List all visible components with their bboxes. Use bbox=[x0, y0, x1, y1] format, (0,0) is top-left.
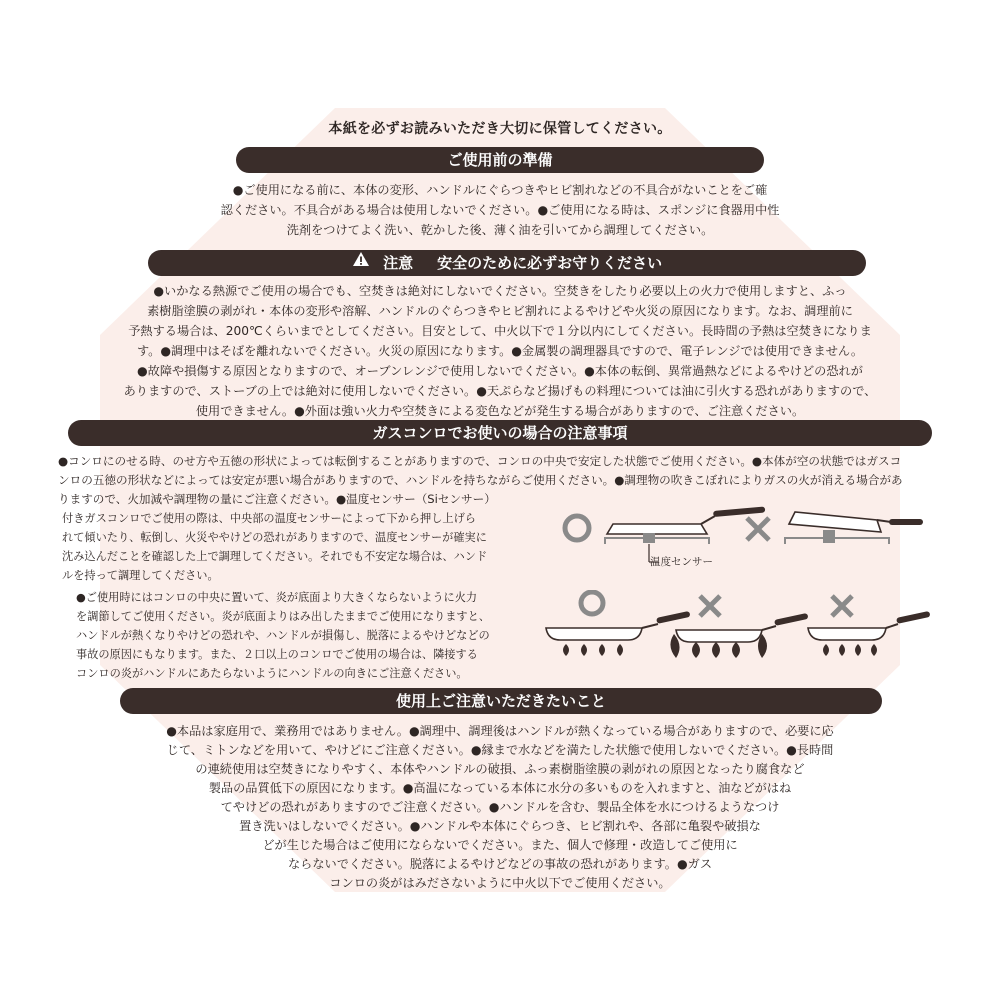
pan-small-flame-icon bbox=[546, 611, 691, 656]
caution-line: 予熱する場合は、200℃くらいまでとしてください。目安として、中火以下で１分以内にしてください。長時間の予熱は空焚きになりま bbox=[128, 324, 872, 338]
caution-line: ありますので、ストーブの上では絶対に使用しないでください。●天ぷらなど揚げもの料理については油に引火する恐れがありますので、 bbox=[123, 384, 877, 398]
section-heading-prep bbox=[236, 147, 764, 173]
ng-cross-icon bbox=[747, 518, 769, 540]
pan-handle-flame-icon bbox=[808, 611, 931, 656]
pan-tilted-icon bbox=[789, 512, 923, 532]
usage-line: てやけどの恐れがありますのでご注意ください。●ハンドルを含む、製品全体を水につけるようなつけ bbox=[220, 800, 780, 814]
gas-line: ルを持って調理してください。 bbox=[62, 569, 219, 582]
usage-line: コンロの炎がはみださないように中火以下でご使用ください。 bbox=[329, 876, 671, 890]
usage-line: じて、ミトンなどを用いて、やけどにご注意ください。●縁まで水などを満たした状態で使用しないでください。●長時間 bbox=[166, 743, 834, 757]
gas-line: 沈み込んだことを確認した上で調理してください。それでも不安定な場合は、ハンド bbox=[62, 550, 488, 563]
ng-cross-icon bbox=[832, 596, 852, 616]
section-heading-usage bbox=[120, 688, 882, 714]
section-heading-prep-label: ご使用前の準備 bbox=[447, 151, 553, 169]
caution-line: 使用できません。●外面は強い火力や空焚きによる変色などが発生する場合がありますので、ご注意ください。 bbox=[195, 404, 805, 418]
usage-line: の連続使用は空焚きになりやすく、本体やハンドルの破損、ふっ素樹脂塗膜の剥がれの原因となったり腐食など bbox=[195, 762, 805, 776]
prep-line: 洗剤をつけてよく洗い、乾かした後、薄く油を引いてから調理してください。 bbox=[286, 223, 714, 237]
caution-line: す。●調理中はそばを離れないでください。火災の原因になります。●金属製の調理器具ですので、電子レンジでは使用できません。 bbox=[136, 344, 864, 358]
usage-line: 置き洗いはしないでください。●ハンドルや本体にぐらつき、ヒビ割れや、各部に亀裂や破損な bbox=[239, 819, 761, 833]
gas-line: ●コンロにのせる時、のせ方や五徳の形状によっては転倒することがありますので、コンロの中央で安定した状態でご使用ください。●本体が空の状態ではガスコ bbox=[58, 454, 902, 468]
caution-heading-label: 安全のために必ずお守りください bbox=[437, 254, 663, 272]
gas-text-sensor bbox=[62, 509, 532, 585]
usage-line: ならないでください。脱落によるやけどなどの事故の恐れがあります。●ガス bbox=[287, 857, 713, 871]
gas-line: ハンドルが熱くなりやけどの恐れや、ハンドルが損傷し、脱落によるやけどなどの bbox=[76, 629, 490, 642]
usage-line: どが生じた場合はご使用にならないでください。また、個人で修理・改造してご使用に bbox=[262, 838, 738, 852]
caution-line: ●いかなる熱源でご使用の場合でも、空焚きは絶対にしないでください。空焚きをしたり必要以上の火力で使用しますと、ふっ bbox=[153, 284, 847, 298]
prep-line: 認ください。不具合がある場合は使用しないでください。●ご使用になる時は、スポンジに食器用中性 bbox=[220, 203, 780, 217]
gas-text-flame bbox=[76, 588, 536, 683]
caution-line: ●故障や損傷する原因となりますので、オーブンレンジで使用しないでください。●本体の転倒、異常過熱などによるやけどの恐れが bbox=[137, 364, 863, 378]
warning-triangle-icon bbox=[352, 249, 370, 275]
pan-flat-icon bbox=[607, 506, 765, 534]
prep-text bbox=[150, 180, 850, 240]
gas-line: 付きガスコンロでご使用の際は、中央部の温度センサーによって下から押し上げら bbox=[62, 512, 476, 525]
usage-text bbox=[130, 722, 870, 893]
prep-line: ●ご使用になる前に、本体の変形、ハンドルにぐらつきやヒビ割れなどの不具合がないことをご確 bbox=[232, 183, 768, 197]
gas-line: を調節してご使用ください。炎が底面よりはみ出したままでご使用になりますと、 bbox=[76, 610, 490, 623]
section-heading-usage-label: 使用上ご注意いただきたいこと bbox=[395, 692, 606, 710]
gas-line: 事故の原因にもなります。また、２口以上のコンロでご使用の場合は、隣接する bbox=[76, 648, 478, 661]
page-title: 本紙を必ずお読みいただき大切に保管してください。 bbox=[328, 121, 672, 137]
usage-line: 製品の品質低下の原因になります。●高温になっている本体に水分の多いものを入れますと、油などがはね bbox=[208, 781, 792, 795]
gas-line: れて傾いたり、転倒し、火災ややけどの恐れがありますので、温度センサーが確実に bbox=[62, 531, 487, 544]
sensor-illustration bbox=[555, 500, 935, 585]
gas-line: りますので、火加減や調理物の量にご注意ください。●温度センサー（Siセンサー） bbox=[58, 492, 496, 506]
gas-line: ●ご使用時にはコンロの中央に置いて、炎が底面より大きくならないように火力 bbox=[76, 591, 478, 604]
flame-illustration bbox=[540, 590, 940, 665]
pan-large-flame-icon bbox=[670, 613, 808, 658]
ng-cross-icon bbox=[700, 596, 720, 616]
section-heading-gas bbox=[68, 420, 932, 446]
usage-line: ●本品は家庭用で、業務用ではありません。●調理中、調理後はハンドルが熱くなっている場合がありますので、必要に応 bbox=[166, 724, 834, 738]
ok-circle-icon bbox=[565, 516, 589, 540]
section-heading-caution bbox=[148, 250, 866, 276]
sensor-label: 温度センサー bbox=[650, 556, 713, 568]
gas-line: ンロの五徳の形状などによっては安定が悪い場合がありますので、ハンドルを持ちながらご使用ください。●調理物の吹きこぼれによりガスの火が消える場合があ bbox=[58, 473, 903, 487]
caution-heading-prefix: 注意 bbox=[383, 254, 414, 272]
section-heading-gas-label: ガスコンロでお使いの場合の注意事項 bbox=[372, 424, 628, 442]
caution-text bbox=[80, 281, 920, 421]
gas-line: コンロの炎がハンドルにあたらないようにハンドルの向きにご注意ください。 bbox=[76, 667, 468, 680]
ok-circle-icon bbox=[581, 592, 603, 614]
caution-line: 素樹脂塗膜の剥がれ・本体の変形や溶解、ハンドルのぐらつきやヒビ割れによるやけどや火災の原因になります。なお、調理前に bbox=[147, 304, 853, 318]
